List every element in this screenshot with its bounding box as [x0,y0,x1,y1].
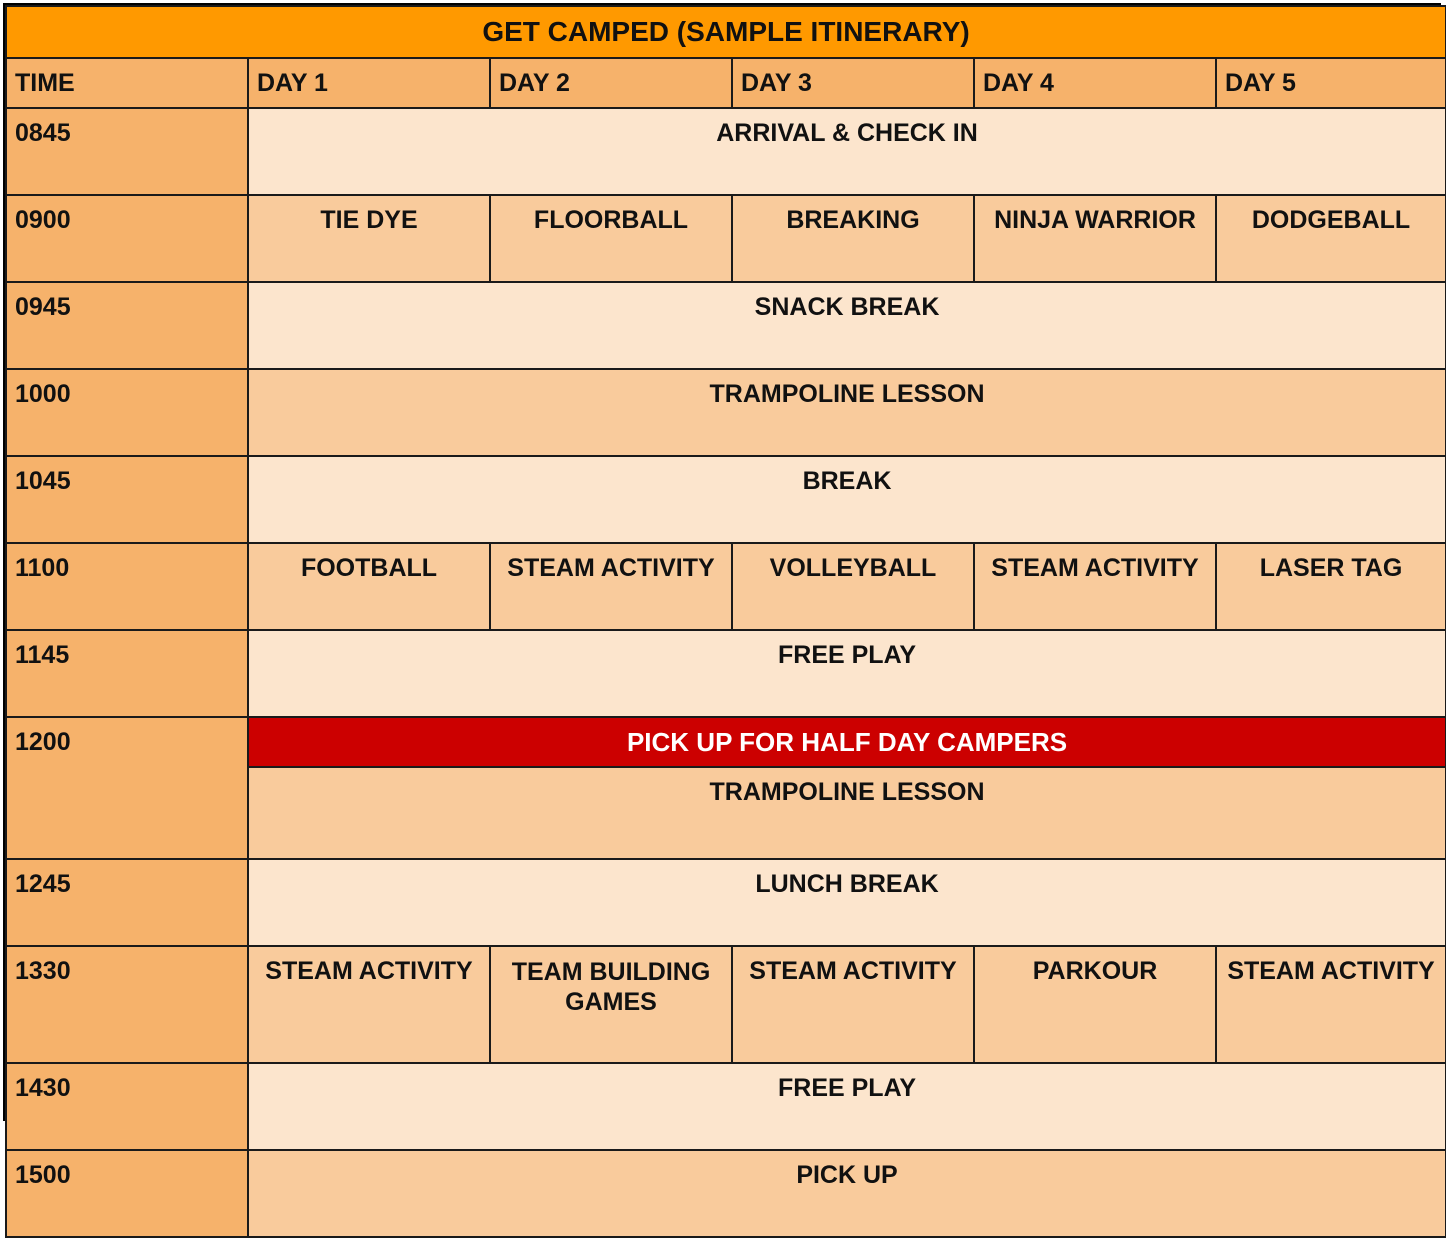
all-days-activity: FREE PLAY [248,1063,1446,1150]
table-row [6,1150,1446,1237]
header-day-1: DAY 1 [248,58,490,108]
day-2-activity: TEAM BUILDING GAMES [490,946,732,1063]
table-row [6,282,1446,369]
all-days-activity: TRAMPOLINE LESSON [248,767,1446,859]
time-cell: 1145 [6,630,248,717]
time-cell: 1245 [6,859,248,946]
day-2-activity: STEAM ACTIVITY [490,543,732,630]
all-days-activity: TRAMPOLINE LESSON [248,369,1446,456]
table-row [6,369,1446,456]
table-row [6,630,1446,717]
time-cell: 1045 [6,456,248,543]
day-3-activity: VOLLEYBALL [732,543,974,630]
time-cell: 1100 [6,543,248,630]
all-days-activity: LUNCH BREAK [248,859,1446,946]
time-cell: 1200 [6,717,248,859]
all-days-activity: FREE PLAY [248,630,1446,717]
table-row [6,946,1446,1063]
day-3-activity: STEAM ACTIVITY [732,946,974,1063]
table-row [6,859,1446,946]
all-days-activity: ARRIVAL & CHECK IN [248,108,1446,195]
table-row [6,1063,1446,1150]
day-5-activity: DODGEBALL [1216,195,1446,282]
day-1-activity: STEAM ACTIVITY [248,946,490,1063]
table-row [6,108,1446,195]
all-days-activity: BREAK [248,456,1446,543]
day-4-activity: PARKOUR [974,946,1216,1063]
itinerary-table [5,5,1446,1238]
table-title: GET CAMPED (SAMPLE ITINERARY) [6,6,1446,58]
day-1-activity: FOOTBALL [248,543,490,630]
itinerary-sheet [3,3,1441,1189]
day-5-activity: STEAM ACTIVITY [1216,946,1446,1063]
header-day-4: DAY 4 [974,58,1216,108]
day-3-activity: BREAKING [732,195,974,282]
day-5-activity: LASER TAG [1216,543,1446,630]
header-row [6,58,1446,108]
time-cell: 1330 [6,946,248,1063]
header-time: TIME [6,58,248,108]
header-day-2: DAY 2 [490,58,732,108]
header-day-3: DAY 3 [732,58,974,108]
half-day-pickup-alert: PICK UP FOR HALF DAY CAMPERS [248,717,1446,767]
table-row [6,717,1446,767]
day-1-activity: TIE DYE [248,195,490,282]
time-cell: 0845 [6,108,248,195]
table-row [6,543,1446,630]
table-row [6,195,1446,282]
time-cell: 0900 [6,195,248,282]
day-4-activity: NINJA WARRIOR [974,195,1216,282]
all-days-activity: SNACK BREAK [248,282,1446,369]
all-days-activity: PICK UP [248,1150,1446,1237]
table-row [6,456,1446,543]
time-cell: 1430 [6,1063,248,1150]
time-cell: 0945 [6,282,248,369]
header-day-5: DAY 5 [1216,58,1446,108]
time-cell: 1000 [6,369,248,456]
day-2-activity: FLOORBALL [490,195,732,282]
time-cell: 1500 [6,1150,248,1237]
day-4-activity: STEAM ACTIVITY [974,543,1216,630]
